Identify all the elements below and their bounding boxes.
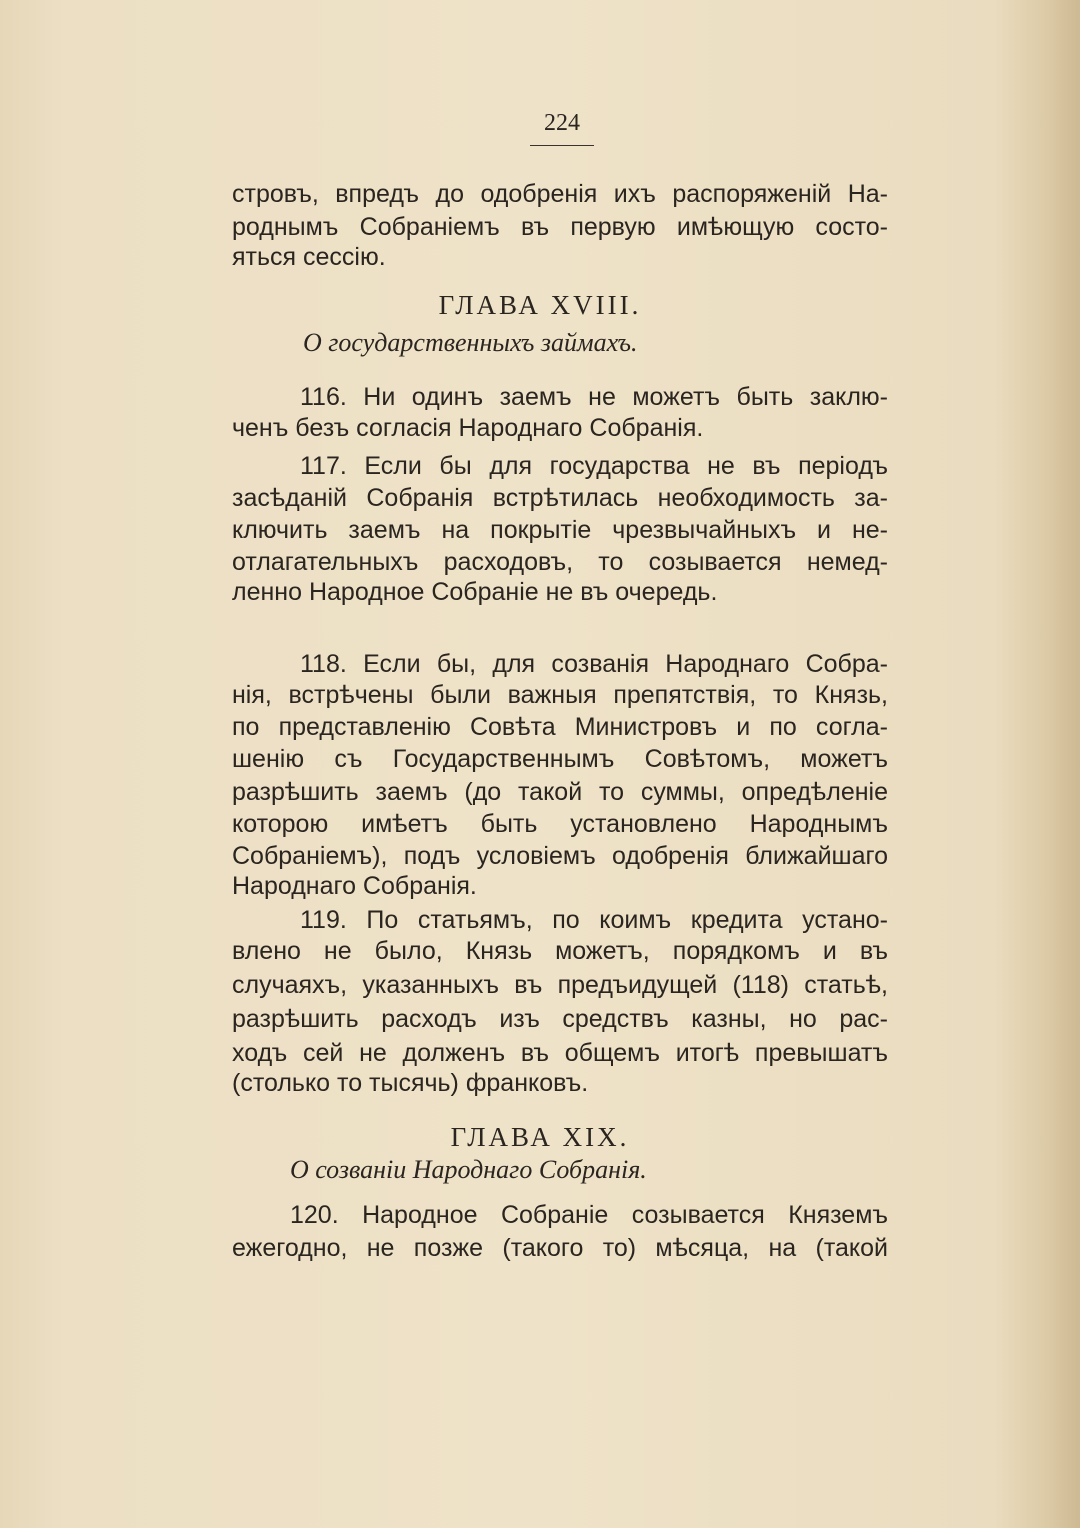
article-117-line: ключить заемъ на покрытіе чрезвычайныхъ и не- — [232, 516, 888, 544]
article-118-line: которою имѣетъ быть установлено Народнымъ — [232, 810, 888, 838]
article-120-line: 120. Народное Собраніе созывается Княземъ — [290, 1201, 888, 1229]
text-line: яться сессію. — [232, 243, 386, 271]
article-118-line: 118. Если бы, для созванія Народнаго Собра- — [300, 650, 888, 678]
article-118-line: по представленію Совѣта Министровъ и по согла- — [232, 713, 888, 741]
article-116-line: 116. Ни одинъ заемъ не можетъ быть заклю- — [300, 383, 888, 411]
article-117-line: ленно Народное Собраніе не въ очередь. — [232, 578, 718, 606]
article-117-line: засѣданій Собранія встрѣтилась необходимость за- — [232, 484, 888, 512]
article-119-line: влено не было, Князь можетъ, порядкомъ и въ — [232, 937, 888, 965]
article-117-line: 117. Если бы для государства не въ періодъ — [300, 452, 888, 480]
article-117-line: отлагательныхъ расходовъ, то созывается немед- — [232, 548, 888, 576]
article-119-line: ходъ сей не долженъ въ общемъ итогѣ превышатъ — [232, 1039, 888, 1067]
chapter-subtitle: О государственныхъ займахъ. — [303, 328, 638, 357]
article-118-line: разрѣшить заемъ (до такой то суммы, опредѣленіе — [232, 778, 888, 806]
page-number-rule — [530, 145, 594, 146]
chapter-subtitle: О созваніи Народнаго Собранія. — [290, 1155, 647, 1184]
chapter-heading: ГЛАВА XIX. — [450, 1122, 630, 1152]
article-119-line: 119. По статьямъ, по коимъ кредита устано- — [300, 906, 888, 934]
article-119-line: случаяхъ, указанныхъ въ предъидущей (118) статьѣ, — [232, 971, 888, 999]
article-119-line: (столько то тысячь) франковъ. — [232, 1069, 589, 1097]
article-116-line: ченъ безъ согласія Народнаго Собранія. — [232, 414, 704, 442]
article-120-line: ежегодно, не позже (такого то) мѣсяца, на (такой — [232, 1234, 888, 1262]
article-118-line: Собраніемъ), подъ условіемъ одобренія ближайшаго — [232, 842, 888, 870]
article-118-line: Народнаго Собранія. — [232, 872, 477, 900]
text-line: стровъ, впредъ до одобренія ихъ распоряженій На- — [232, 180, 888, 208]
article-118-line: нія, встрѣчены были важныя препятствія, то Князь, — [232, 681, 888, 709]
page-number: 224 — [544, 110, 580, 136]
chapter-heading: ГЛАВА XVIII. — [438, 290, 642, 320]
article-119-line: разрѣшить расходъ изъ средствъ казны, но рас- — [232, 1005, 888, 1033]
article-118-line: шенію съ Государственнымъ Совѣтомъ, можетъ — [232, 745, 888, 773]
text-line: роднымъ Собраніемъ въ первую имѣющую состо- — [232, 213, 888, 241]
